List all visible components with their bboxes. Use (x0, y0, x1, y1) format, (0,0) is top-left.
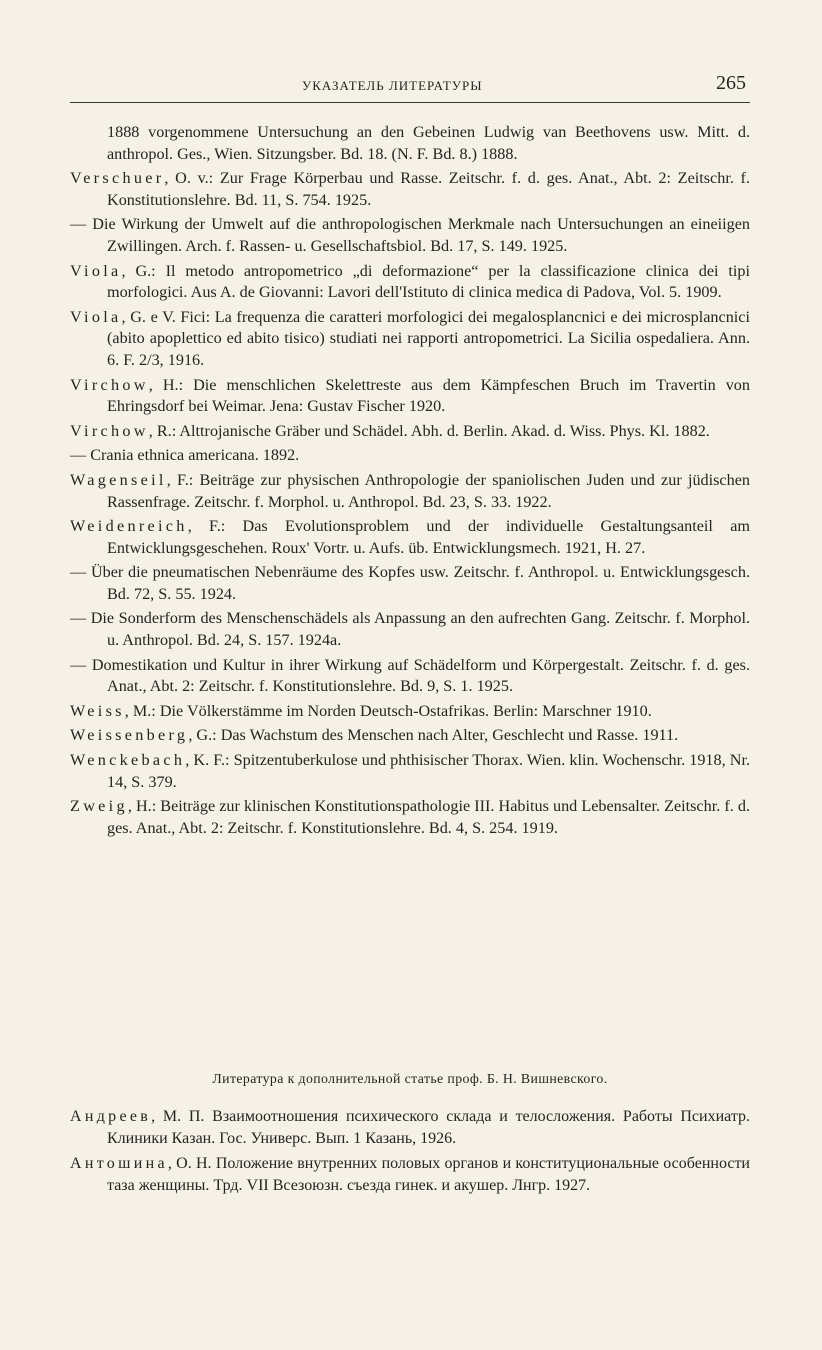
bibliography-entry: — Die Sonderform des Menschenschädels als Anpassung an den aufrechten Gang. Zeitschr. f. Morphol. u. Anthropol. Bd. 24, S. 157. 1924a. (70, 609, 750, 650)
bibliography-entry: — Über die pneumatischen Nebenräume des Kopfes usw. Zeitschr. f. Anthropol. u. Entwicklungsgesch. Bd. 72, S. 55. 1924. (70, 563, 750, 603)
author-name: Wagenseil (70, 470, 167, 489)
bibliography-entry: Weidenreich, F.: Das Evolutionsproblem und der individuelle Gestaltungsanteil am Entwicklungsgeschehen. Roux' Vortr. u. Aufs. üb. Entwicklungsmech. 1921, H. 27. (70, 517, 750, 557)
author-name: Андреев (70, 1108, 152, 1125)
author-name: Virchow (70, 421, 149, 440)
bibliography-entry: Zweig, H.: Beiträge zur klinischen Konstitutionspathologie III. Habitus und Lebensalter. Zeitschr. f. d. ges. Anat., Abt. 2: Zeitschr. f. Konstitutionslehre. Bd. 4, S. 254. 1919. (70, 797, 750, 837)
author-name: Weiss (70, 701, 125, 720)
bibliography-entry: Viola, G.: Il metodo antropometrico „di deformazione“ per la classificazione clinica dei tipi morfologici. Aus A. de Giovanni: Lavori dell'Istituto di clinica medica di Padova, Vol. 5. 1909. (70, 261, 750, 302)
author-name: Viola (70, 307, 122, 326)
author-name: Антошина (70, 1155, 168, 1172)
author-name: Verschuer (70, 169, 165, 188)
author-name: Viola (70, 261, 122, 280)
bibliography-entry: Андреев, М. П. Взаимоотношения психического склада и телосложения. Работы Психиатр. Клиники Казан. Гос. Универс. Вып. 1 Казань, 1926. (70, 1108, 750, 1147)
author-name: Weissenberg (70, 726, 189, 745)
running-title: УКАЗАТЕЛЬ ЛИТЕРАТУРЫ (302, 78, 483, 93)
author-name: Zweig (70, 797, 128, 816)
bibliography-entry: — Die Wirkung der Umwelt auf die anthropologischen Merkmale nach Untersuchungen an eineiigen Zwillingen. Arch. f. Rassen- u. Gesellschaftsbiol. Bd. 17, S. 149. 1925. (70, 215, 750, 255)
bibliography-entry: 1888 vorgenommene Untersuchung an den Gebeinen Ludwig van Beethovens usw. Mitt. d. anthropol. Ges., Wien. Sitzungsber. Bd. 18. (N. F. Bd. 8.) 1888. (107, 123, 750, 163)
bibliography-entry: Viola, G. e V. Fici: La frequenza die caratteri morfologici dei megalosplancnici e dei microsplancnici (abito apoplettico ed abito tisico) studiati nei rapporti antropometrici. La Sicilia ospedaliera. Ann. 6. F. 2/3, 1916. (70, 307, 750, 369)
page-header (70, 74, 750, 103)
bibliography-entry: Wagenseil, F.: Beiträge zur physischen Anthropologie der spaniolischen Juden und zur jüdischen Rassenfrage. Zeitschr. f. Morphol. u. Anthropol. Bd. 23, S. 33. 1922. (70, 470, 750, 511)
bibliography-entry: Virchow, R.: Alttrojanische Gräber und Schädel. Abh. d. Berlin. Akad. d. Wiss. Phys. Kl. 1882. (70, 421, 710, 440)
bibliography-list-russian (70, 1106, 750, 1200)
author-name: Virchow (70, 375, 149, 394)
bibliography-entry: Weissenberg, G.: Das Wachstum des Menschen nach Alter, Geschlecht und Rasse. 1911. (70, 726, 679, 745)
author-name: Weidenreich (70, 517, 188, 536)
bibliography-entry: — Domestikation und Kultur in ihrer Wirkung auf Schädelform und Körpergestalt. Zeitschr. f. d. ges. Anat., Abt. 2: Zeitschr. f. Konstitutionslehre. Bd. 9, S. 1. 1925. (70, 655, 750, 696)
bibliography-entry: — Crania ethnica americana. 1892. (70, 446, 300, 465)
author-name: Wenckebach (70, 751, 186, 770)
bibliography-entry: Weiss, M.: Die Völkerstämme im Norden Deutsch-Ostafrikas. Berlin: Marschner 1910. (70, 701, 652, 720)
bibliography-entry: Wenckebach, K. F.: Spitzentuberkulose und phthisischer Thorax. Wien. klin. Wochenschr. 1918, Nr. 14, S. 379. (70, 751, 750, 791)
page-number: 265 (716, 72, 746, 94)
bibliography-entry: Антошина, О. Н. Положение внутренних половых органов и конституциональные особенности таза женщины. Трд. VII Всезоюзн. съезда гинек. и акушер. Лнгр. 1927. (70, 1155, 750, 1194)
section-heading: Литература к дополнительной статье проф. Б. Н. Вишневского. (212, 1071, 608, 1086)
bibliography-entry: Virchow, H.: Die menschlichen Skelettreste aus dem Kämpfeschen Bruch im Travertin von Ehringsdorf bei Weimar. Jena: Gustav Fischer 1920. (70, 375, 750, 416)
bibliography-list (70, 122, 750, 842)
bibliography-entry: Verschuer, O. v.: Zur Frage Körperbau und Rasse. Zeitschr. f. d. ges. Anat., Abt. 2: Zeitschr. f. Konstitutionslehre. Bd. 11, S. 754. 1925. (70, 169, 750, 209)
